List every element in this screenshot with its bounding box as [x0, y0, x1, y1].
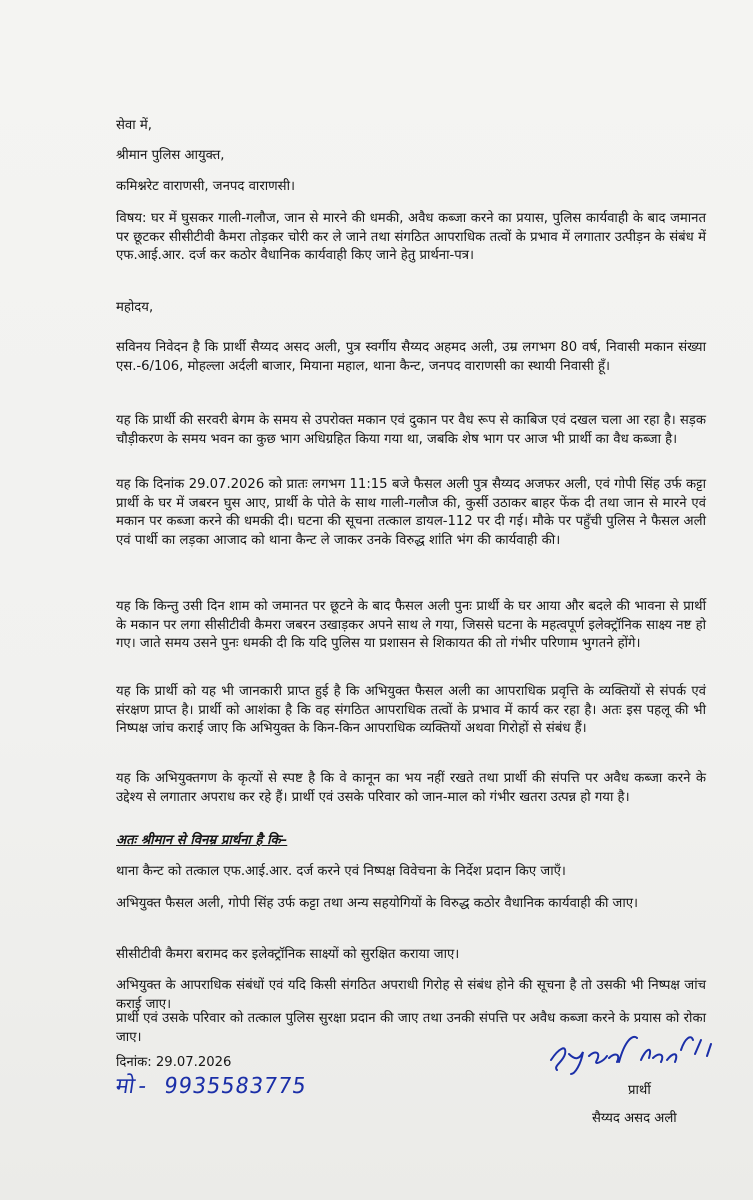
recipient-line-2: कमिश्नरेट वाराणसी, जनपद वाराणसी।: [116, 179, 295, 194]
salutation-to: सेवा में,: [116, 118, 152, 133]
request-item: थाना कैन्ट को तत्काल एफ.आई.आर. दर्ज करने एवं निष्पक्ष विवेचना के निर्देश प्रदान किए जाएँ।: [116, 864, 566, 879]
greeting: महोदय,: [116, 300, 154, 315]
subject-paragraph: विषय: घर में घुसकर गाली-गलौज, जान से मारने की धमकी, अवैध कब्जा करने का प्रयास, पुलिस कार्यवाही के बाद जमानत पर छूटकर सीसीटीवी कैमरा तोड़कर चोरी कर ले जाने तथा संगठित आपराधिक तत्वों के प्रभाव में लगातार उत्पीड़न के संबंध में एफ.आई.आर. दर्ज कर कठोर वैधानिक कार्यवाही किए जाने हेतु प्रार्थना-पत्र।: [116, 211, 706, 264]
prayer-heading: अतः श्रीमान से विनम्र प्रार्थना है कि–: [116, 833, 288, 848]
paragraph-intro: सविनय निवेदन है कि प्रार्थी सैय्यद असद अली, पुत्र स्वर्गीय सैय्यद अहमद अली, उम्र लगभग 80 वर्ष, निवासी मकान संख्या एस.-6/106, मोहल्ला अर्दली बाजार, मियाना महाल, थाना कैन्ट, जनपद वाराणसी का स्थायी निवासी हूँ।: [116, 340, 706, 374]
request-item: अभियुक्त के आपराधिक संबंधों एवं यदि किसी संगठित अपराधी गिरोह से संबंध होने की सूचना है तो उसकी भी निष्पक्ष जांच कराई जाए।: [116, 978, 706, 1012]
letter-date: दिनांक: 29.07.2026: [116, 1055, 232, 1070]
request-item: अभियुक्त फैसल अली, गोपी सिंह उर्फ कट्टा तथा अन्य सहयोगियों के विरुद्ध कठोर वैधानिक कार्यवाही की जाए।: [116, 896, 639, 911]
paragraph-criminal-links: यह कि प्रार्थी को यह भी जानकारी प्राप्त हुई है कि अभियुक्त फैसल अली का आपराधिक प्रवृत्ति के व्यक्तियों से संपर्क एवं संरक्षण प्राप्त है। प्रार्थी को आशंका है कि वह संगठित आपराधिक तत्वों के प्रभाव में कार्य कर रहा है। अतः इस पहलू की भी निष्पक्ष जांच कराई जाए कि अभियुक्त के किन-किन आपराधिक व्यक्तियों अथवा गिरोहों से संबंध हैं।: [116, 684, 706, 737]
request-item: सीसीटीवी कैमरा बरामद कर इलेक्ट्रॉनिक साक्ष्यों को सुरक्षित कराया जाए।: [116, 947, 460, 962]
handwritten-phone-number: मो- 9935583775: [114, 1074, 309, 1099]
signer-role: प्रार्थी: [628, 1083, 651, 1098]
paragraph-possession: यह कि प्रार्थी की सरवरी बेगम के समय से उपरोक्त मकान एवं दुकान पर वैध रूप से काबिज एवं दखल चला आ रहा है। सड़क चौड़ीकरण के समय भवन का कुछ भाग अधिग्रहित किया गया था, जबकि शेष भाग पर आज भी प्रार्थी का वैध कब्जा है।: [116, 413, 706, 447]
paragraph-incident: यह कि दिनांक 29.07.2026 को प्रातः लगभग 11:15 बजे फैसल अली पुत्र सैय्यद अजफर अली, एवं गोपी सिंह उर्फ कट्टा प्रार्थी के घर में जबरन घुस आए, प्रार्थी के पोते के साथ गाली-गलौज की, कुर्सी उठाकर बाहर फेंक दी तथा जान से मारने एवं मकान पर कब्जा करने की धमकी दी। घटना की सूचना तत्काल डायल-112 पर दी गई। मौके पर पहुँची पुलिस ने फैसल अली एवं पार्थी का लड़का आजाद को थाना कैन्ट ले जाकर उनके विरुद्ध शांति भंग की कार्यवाही की।: [116, 477, 706, 548]
paragraph-threat: यह कि अभियुक्तगण के कृत्यों से स्पष्ट है कि वे कानून का भय नहीं रखते तथा प्रार्थी की संपत्ति पर अवैध कब्जा करने के उद्देश्य से लगातार अपराध कर रहे हैं। प्रार्थी एवं उसके परिवार को जान-माल को गंभीर खतरा उत्पन्न हो गया है।: [116, 771, 706, 805]
recipient-line-1: श्रीमान पुलिस आयुक्त,: [116, 148, 225, 163]
signer-name: सैय्यद असद अली: [592, 1111, 677, 1126]
paragraph-cctv-theft: यह कि किन्तु उसी दिन शाम को जमानत पर छूटने के बाद फैसल अली पुनः प्रार्थी के घर आया और बदले की भावना से प्रार्थी के मकान पर लगा सीसीटीवी कैमरा जबरन उखाड़कर अपने साथ ले गया, जिससे घटना के महत्वपूर्ण इलेक्ट्रॉनिक साक्ष्य नष्ट हो गए। जाते समय उसने पुनः धमकी दी कि यदि पुलिस या प्रशासन से शिकायत की तो गंभीर परिणाम भुगतने होंगे।: [116, 599, 706, 652]
request-item: प्रार्थी एवं उसके परिवार को तत्काल पुलिस सुरक्षा प्रदान की जाए तथा उनकी संपत्ति पर अवैध कब्जा करने के प्रयास को रोका जाए।: [116, 1011, 706, 1045]
